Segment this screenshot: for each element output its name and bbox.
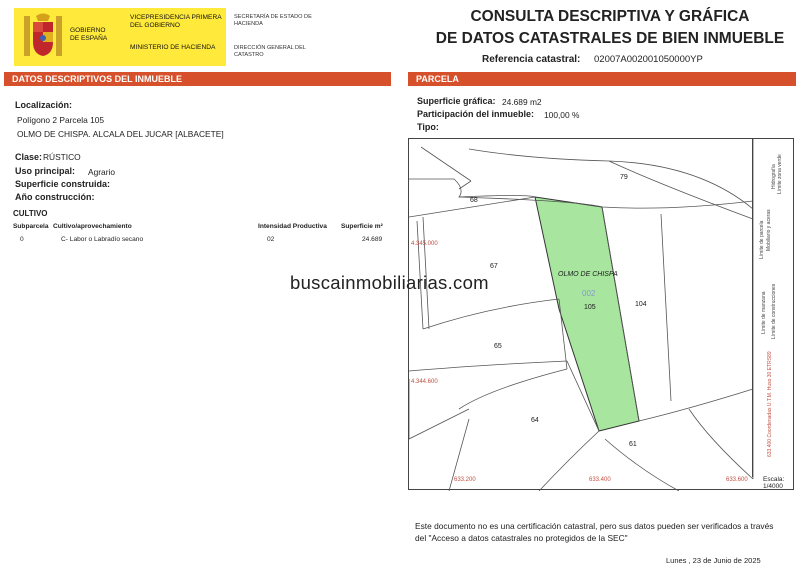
legend-limite-zona-verde: Límite zona verde: [777, 154, 783, 194]
anio-construccion-label: Año construcción:: [15, 192, 95, 202]
gobierno-label: GOBIERNO DE ESPAÑA: [70, 27, 108, 42]
superficie-construida-label: Superficie construida:: [15, 179, 111, 189]
parcel-lines-svg: [409, 139, 795, 491]
legend-hidrografia: Hidrografía: [771, 164, 777, 189]
parcel-105-highlight: [535, 197, 639, 431]
ref-catastral-label: Referencia catastral:: [482, 54, 581, 65]
document-title-line2: DE DATOS CATASTRALES DE BIEN INMUEBLE: [435, 30, 785, 47]
table-cell-subparcela: 0: [20, 236, 24, 243]
parcel-label-68: 68: [470, 197, 478, 204]
parcel-label-104: 104: [635, 301, 647, 308]
legend-limite-parcela: Límite de parcela: [759, 220, 765, 259]
table-header-intensidad: Intensidad Productiva: [258, 223, 327, 230]
participacion-value: 100,00 %: [544, 110, 580, 120]
table-header-subparcela: Subparcela: [13, 223, 49, 230]
watermark-text: buscainmobiliarias.com: [290, 272, 489, 293]
clase-value: RÚSTICO: [43, 152, 81, 162]
secretaria-label: SECRETARÍA DE ESTADO DE HACIENDA: [234, 14, 312, 27]
legend-coordinates: 633.400 Coordenadas U.T.M. Huso 30 ETRS89: [767, 351, 773, 457]
table-cell-intensidad: 02: [267, 236, 275, 243]
section-bar-parcela: PARCELA: [408, 72, 796, 86]
section-bar-datos-descriptivos: DATOS DESCRIPTIVOS DEL INMUEBLE: [4, 72, 391, 86]
parcel-label-79: 79: [620, 174, 628, 181]
uso-principal-value: Agrario: [88, 167, 115, 177]
parcel-label-61: 61: [629, 441, 637, 448]
disclaimer-text: Este documento no es una certificación catastral, pero sus datos pueden ser verificados a través del "Acceso a datos catastrales no protegidos de la SEC": [415, 521, 774, 543]
document-date: Lunes , 23 de Junio de 2025: [666, 556, 761, 565]
map-legend: [752, 139, 793, 477]
coat-of-arms-icon: [20, 12, 66, 62]
scale-label: Escala:: [763, 476, 785, 483]
coord-x-633600: 633.600: [726, 477, 748, 483]
coord-y-4344600: 4.344.600: [411, 379, 438, 385]
uso-principal-label: Uso principal:: [15, 166, 76, 176]
coord-x-633200: 633.200: [454, 477, 476, 483]
legend-limite-manzana: Límite de manzana: [761, 291, 767, 334]
tipo-label: Tipo:: [417, 122, 439, 132]
ref-catastral-value: 02007A002001050000YP: [594, 54, 703, 65]
table-cell-cultivo: C- Labor o Labradío secano: [61, 236, 144, 243]
table-header-cultivo: Cultivo/aprovechamiento: [53, 223, 132, 230]
vicepresidencia-label: VICEPRESIDENCIA PRIMERA DEL GOBIERNO: [130, 14, 222, 29]
participacion-label: Participación del inmueble:: [417, 109, 535, 119]
document-title-line1: CONSULTA DESCRIPTIVA Y GRÁFICA: [470, 8, 750, 25]
cadastral-map: [408, 138, 794, 490]
legend-mobiliario: Mobiliario y aceras: [766, 209, 772, 251]
coord-y-4345000: 4.345.000: [411, 241, 438, 247]
polygon-number-label: 002: [582, 289, 596, 298]
place-name-label: OLMO DE CHISPA: [558, 271, 618, 278]
parcel-label-67: 67: [490, 263, 498, 270]
localizacion-line2: OLMO DE CHISPA. ALCALA DEL JUCAR [ALBACETE]: [17, 129, 224, 139]
direccion-label: DIRECCIÓN GENERAL DEL CATASTRO: [234, 45, 306, 58]
superficie-grafica-value: 24.689 m2: [502, 97, 542, 107]
table-header-superficie: Superficie m²: [341, 223, 383, 230]
ministerio-label: MINISTERIO DE HACIENDA: [130, 44, 216, 51]
parcel-label-65: 65: [494, 343, 502, 350]
localizacion-line1: Polígono 2 Parcela 105: [17, 115, 105, 125]
localizacion-label: Localización:: [15, 100, 73, 110]
scale-value: 1/4000: [763, 483, 783, 490]
superficie-grafica-label: Superficie gráfica:: [417, 96, 496, 106]
parcel-label-105: 105: [584, 304, 596, 311]
cultivo-title: CULTIVO: [13, 209, 48, 218]
table-cell-superficie: 24.689: [362, 236, 383, 243]
parcel-label-64: 64: [531, 417, 539, 424]
clase-label: Clase:: [15, 152, 43, 162]
legend-limite-construcciones: Límite de construcciones: [771, 283, 777, 339]
coord-x-633400: 633.400: [589, 477, 611, 483]
